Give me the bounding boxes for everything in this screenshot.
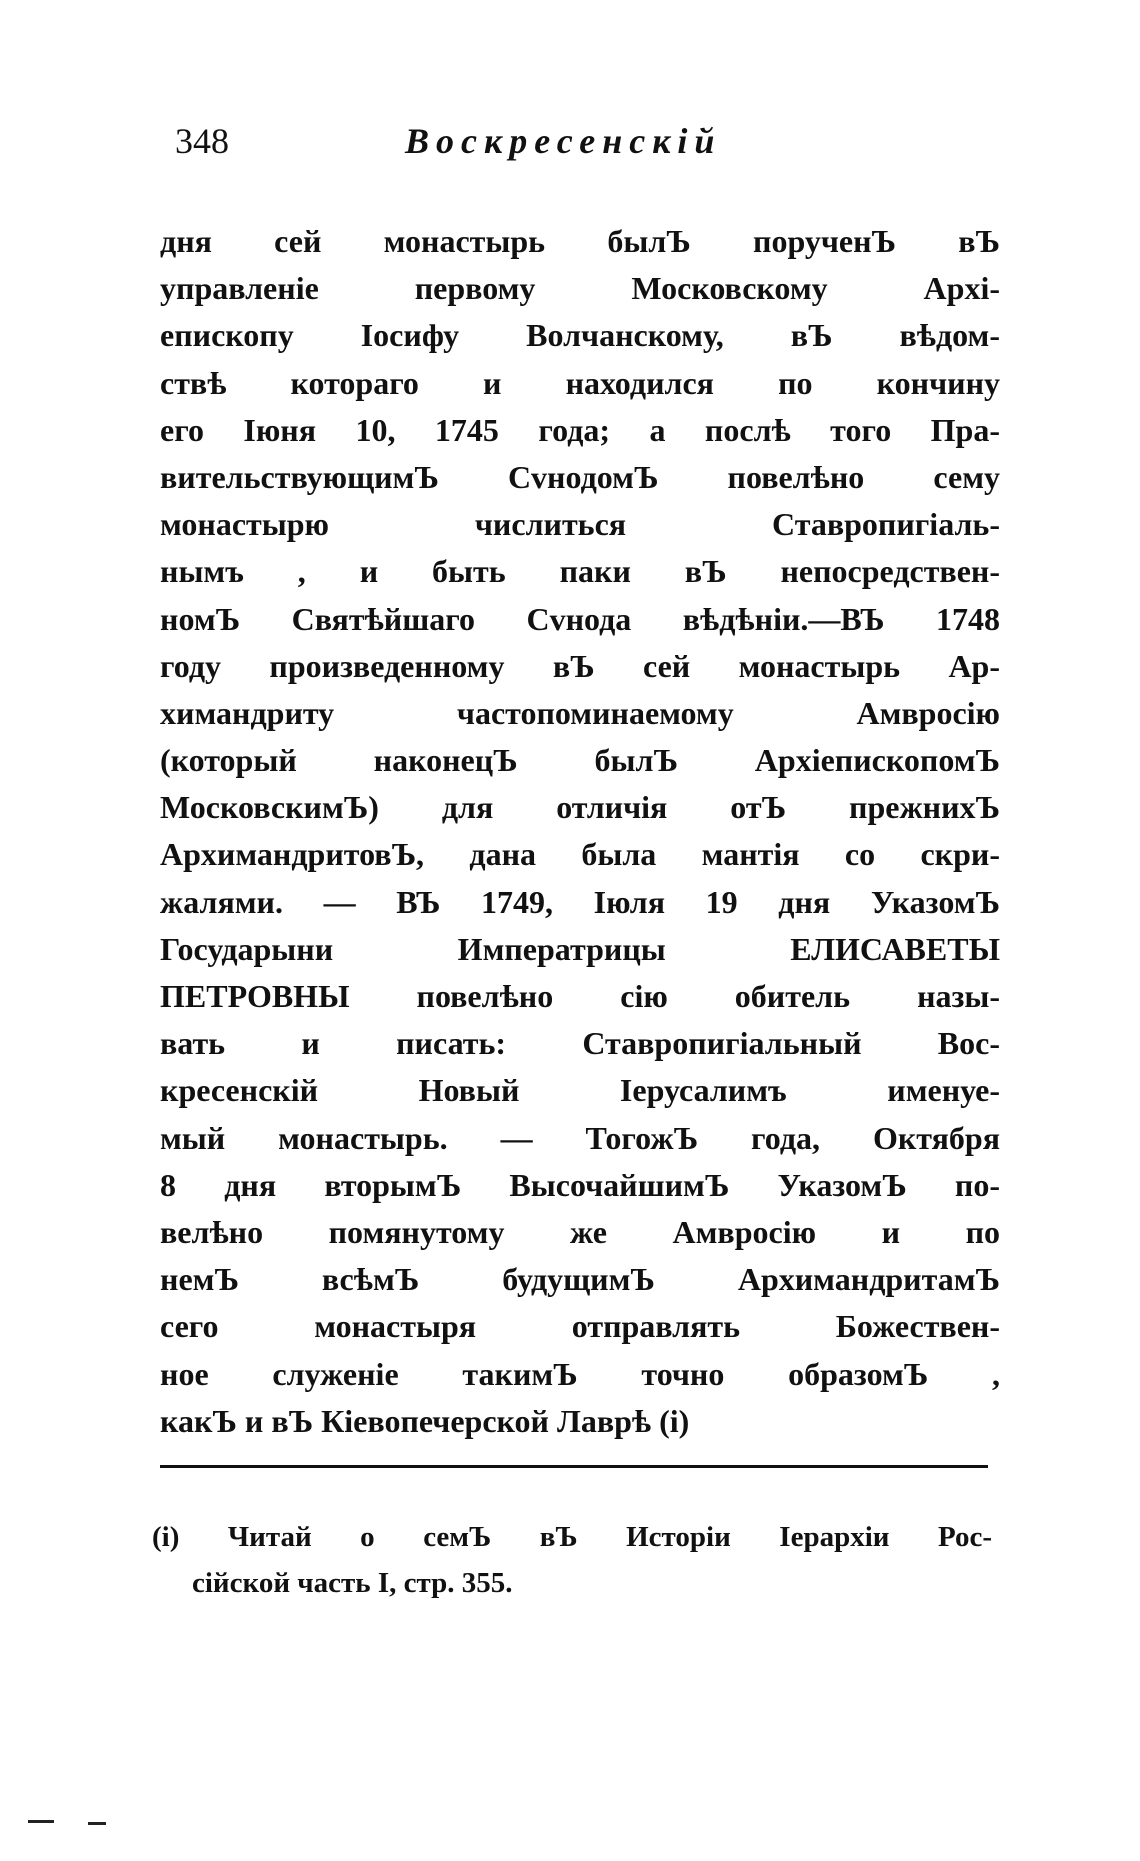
text-line: кресенскій Новый Іерусалимъ именуе- xyxy=(160,1072,1000,1109)
text-line: немЪ всѣмЪ будущимЪ АрхимандритамЪ xyxy=(160,1261,1000,1298)
footnote-line: сійской часть I, стр. 355. xyxy=(192,1567,513,1599)
text-line: химандриту частопоминаемому Амвросію xyxy=(160,694,1000,731)
text-line: вительствующимЪ СvнодомЪ повелѣно сему xyxy=(160,458,1000,495)
text-line: ПЕТРОВНЫ повелѣно сію обитель назы- xyxy=(160,978,1000,1014)
text-line: ствѣ котораго и находился по кончину xyxy=(160,364,1000,401)
text-line: епископу Іосифу Волчанскому, вЪ вѣдом- xyxy=(160,317,1000,354)
page-header xyxy=(175,120,815,176)
footnote-divider xyxy=(160,1465,988,1468)
text-line: (который наконецЪ былЪ АрхіепископомЪ xyxy=(160,742,1000,779)
footnote-line: (і) Читай о семЪ вЪ Исторіи Іерархіи Рос- xyxy=(152,1521,992,1553)
text-line: какЪ и вЪ Кіевопечерской Лаврѣ (і) xyxy=(160,1402,690,1439)
text-line: жалями. — ВЪ 1749, Іюля 19 дня УказомЪ xyxy=(160,883,1000,920)
footnote xyxy=(152,1514,992,1606)
text-line: его Іюня 10, 1745 года; а послѣ того Пра- xyxy=(160,411,1000,448)
scan-artifact xyxy=(28,1820,54,1823)
text-line: АрхимандритовЪ, дана была мантія со скри- xyxy=(160,836,1000,873)
text-line: мый монастырь. — ТогожЪ года, Октября xyxy=(160,1119,1000,1156)
page-number: 348 xyxy=(175,121,229,161)
text-line: Государыни Императрицы ЕЛИСАВЕТЫ xyxy=(160,930,1000,967)
text-line: сего монастыря отправлять Божествен- xyxy=(160,1308,1000,1345)
text-line: нымъ , и быть паки вЪ непосредствен- xyxy=(160,553,1000,590)
body-text xyxy=(160,218,1000,1445)
text-line: велѣно помянутому же Амвросію и по xyxy=(160,1213,1000,1250)
text-line: номЪ Святѣйшаго Сvнода вѣдѣніи.—ВЪ 1748 xyxy=(160,600,1000,637)
text-line: 8 дня вторымЪ ВысочайшимЪ УказомЪ по- xyxy=(160,1166,1000,1203)
text-line: МосковскимЪ) для отличія отЪ прежнихЪ xyxy=(160,789,1000,826)
text-line: дня сей монастырь былЪ порученЪ вЪ xyxy=(160,223,1000,259)
text-line: вать и писать: Ставропигіальный Вос- xyxy=(160,1025,1000,1062)
running-head: Воскресенскій xyxy=(405,121,722,161)
scan-artifact xyxy=(88,1822,106,1825)
text-line: году произведенному вЪ сей монастырь Ар- xyxy=(160,647,1000,684)
text-line: монастырю числиться Ставропигіаль- xyxy=(160,506,1000,543)
text-line: управленіе первому Московскому Архі- xyxy=(160,270,1000,307)
text-line: ное служеніе такимЪ точно образомЪ , xyxy=(160,1355,1000,1392)
